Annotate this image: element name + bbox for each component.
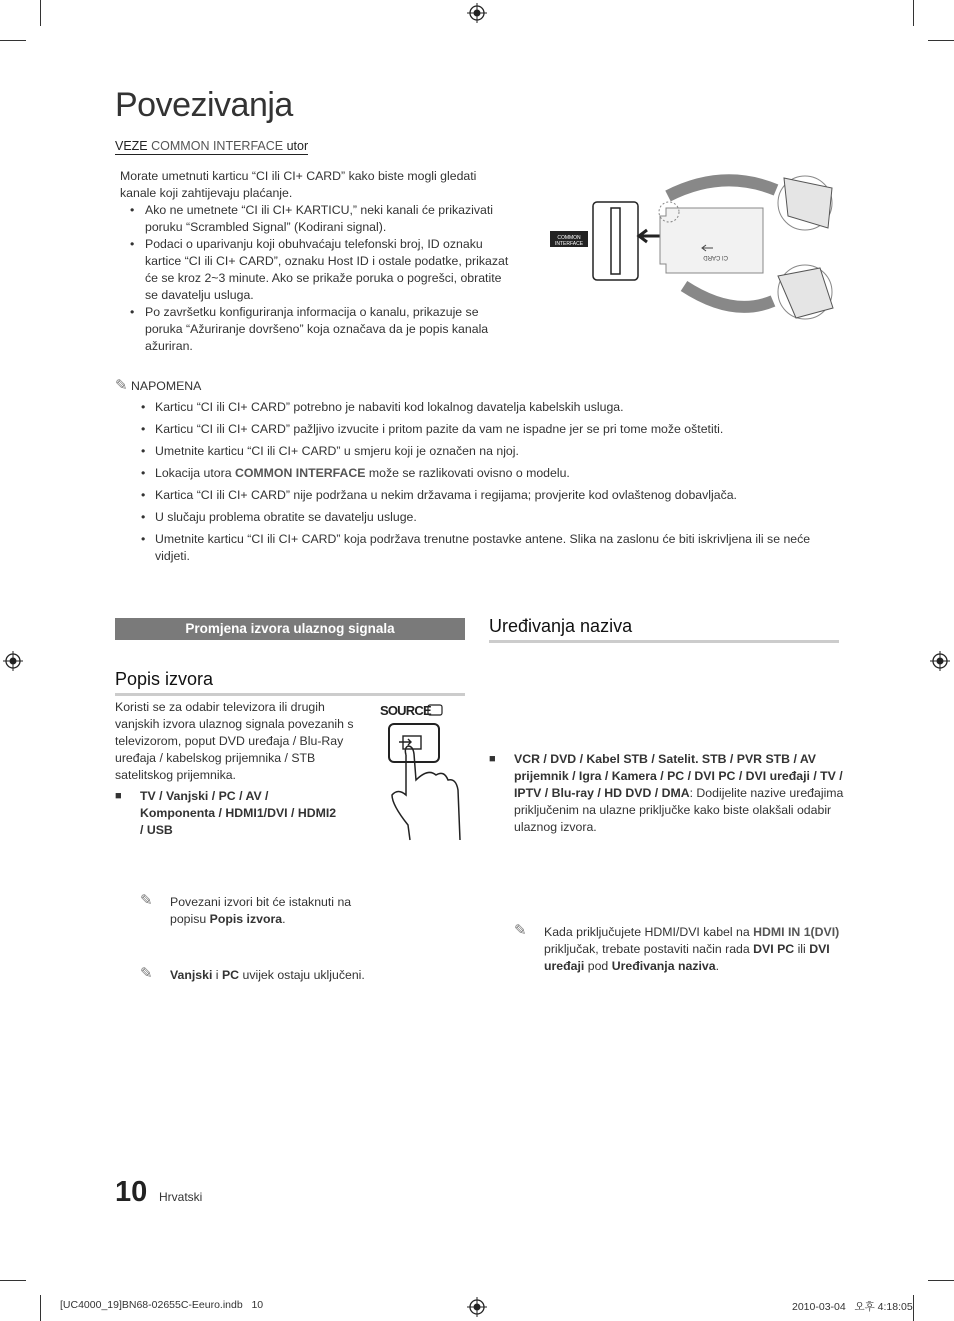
note-label: NAPOMENA <box>131 379 202 393</box>
note-keyword: Vanjski <box>170 968 213 982</box>
note-keyword: DVI uređaji <box>544 942 830 973</box>
crop-mark <box>913 0 914 26</box>
port-label-line2: INTERFACE <box>554 241 584 247</box>
note-header <box>115 377 201 395</box>
note-text: . <box>282 912 286 926</box>
item-description: : Dodijelite nazive uređajima priključenim na ulazne priključke kako biste olakšali odabir ulaznog izvora. <box>514 786 844 834</box>
port-label-line1: COMMON <box>557 235 581 241</box>
crop-mark <box>0 1280 26 1281</box>
note-text: Povezani izvori bit će istaknuti na popisu <box>170 895 352 926</box>
note-keyword: Uređivanja naziva <box>611 959 716 973</box>
heading-common-interface: COMMON INTERFACE <box>151 139 284 153</box>
note-item: • Umetnite karticu “CI ili CI+ CARD” koja podržava trenutne postavke antene. Slika na zaslonu će biti iskrivljena ili se neće vidjeti. <box>115 531 835 565</box>
page-number: 10 <box>115 1176 148 1208</box>
heading-utor: utor <box>286 139 309 153</box>
ci-card <box>660 208 763 273</box>
crop-mark <box>40 1295 41 1321</box>
popis-note-1 <box>140 894 390 928</box>
note-text: Lokacija utora <box>155 466 235 480</box>
registration-mark-icon <box>467 3 487 23</box>
uredivanja-heading: Uređivanja naziva <box>489 616 839 643</box>
intro-text: Morate umetnuti karticu “CI ili CI+ CARD” kako biste mogli gledati kanale koji zahtijevaju plaćanje. <box>120 169 477 200</box>
registration-mark-icon <box>930 651 950 671</box>
crop-mark <box>928 40 954 41</box>
pencil-icon: ✎ <box>140 965 153 982</box>
crop-mark <box>928 1280 954 1281</box>
note-item: • Umetnite karticu “CI ili CI+ CARD” u smjeru koji je označen na njoj. <box>115 443 835 460</box>
note-item <box>115 465 835 482</box>
footer-timestamp: 2010-03-04 오후 4:18:05 <box>792 1301 913 1313</box>
section-heading <box>115 139 308 155</box>
pencil-icon: ✎ <box>514 922 527 939</box>
intro-block <box>120 168 510 355</box>
note-text: i <box>212 968 222 982</box>
note-item: • Karticu “CI ili CI+ CARD” potrebno je nabaviti kod lokalnog davatelja kabelskih usluga. <box>115 399 835 416</box>
note-keyword: DVI PC <box>753 942 795 956</box>
registration-mark-icon <box>467 1297 487 1317</box>
bullet-item: • Ako ne umetnete “CI ili CI+ KARTICU,” neki kanali će prikazivati poruku “Scrambled Signal” (Kodirani signal). <box>120 202 510 236</box>
curved-arrow-up <box>668 180 776 196</box>
bullet-item: • Po završetku konfiguriranja informacija o kanalu, prikazuje se poruka “Ažuriranje dovršeno” koja označava da je popis kanala ažuriran. <box>120 304 510 355</box>
notes-list <box>115 399 835 570</box>
heading-veze: VEZE <box>115 139 148 153</box>
insert-arrow <box>639 230 660 242</box>
ci-card-illustration <box>548 168 838 328</box>
ci-card-label: CI CARD <box>703 254 728 260</box>
pencil-icon: ✎ <box>115 377 128 394</box>
source-button-illustration <box>378 700 468 845</box>
uredivanja-item <box>489 751 866 836</box>
page-title: Povezivanja <box>115 86 293 124</box>
crop-mark <box>913 1295 914 1321</box>
uredivanja-note <box>514 924 864 975</box>
crop-mark <box>0 40 26 41</box>
registration-mark-icon <box>3 651 23 671</box>
bullet-item: • Podaci o uparivanju koji obuhvaćaju telefonski broj, ID oznaku kartice “CI ili CI+ CARD”, oznaku Host ID i ostale podatke, prikazat će se kroz 2~3 minute. Ako se prikaže poruka o pogrešci, obratite se davatelju usluga. <box>120 236 510 304</box>
footer-file-info: [UC4000_19]BN68-02655C-Eeuro.indb 10 <box>60 1299 264 1311</box>
note-text: priključak, trebate postaviti način rada <box>544 942 754 956</box>
popis-body: Koristi se za odabir televizora ili drugih vanjskih izvora ulaznog signala povezanih s televizorom, poput DVD uređaja / Blu-Ray uređaja / kabelskog prijemnika / STB satelitskog prijemnika. <box>115 700 354 782</box>
note-item: • U slučaju problema obratite se davatelju usluge. <box>115 509 835 526</box>
note-keyword: PC <box>221 968 240 982</box>
note-keyword: HDMI IN 1(DVI) <box>753 925 840 939</box>
note-item: • Karticu “CI ili CI+ CARD” pažljivo izvucite i pritom pazite da vam ne ispadne jer se pri tome može oštetiti. <box>115 421 835 438</box>
popis-note-2 <box>140 967 430 984</box>
section-banner: Promjena izvora ulaznog signala <box>115 618 465 640</box>
note-keyword: COMMON INTERFACE <box>234 466 366 480</box>
note-keyword: Popis izvora <box>209 912 283 926</box>
note-text: ili <box>794 942 810 956</box>
note-text: uvijek ostaju uključeni. <box>239 968 365 982</box>
popis-heading: Popis izvora <box>115 669 465 696</box>
popis-item: ■ TV / Vanjski / PC / AV / Komponenta / HDMI1/DVI / HDMI2 / USB <box>115 788 340 839</box>
device-list: VCR / DVD / Kabel STB / Satelit. STB / PVR STB / AV prijemnik / Igra / Kamera / PC / DVI PC / DVI uređaji / TV / IPTV / Blu-ray / HD DVD / DMA <box>514 752 843 800</box>
pencil-icon: ✎ <box>140 892 153 909</box>
tv-slot <box>611 208 620 274</box>
note-text: pod <box>584 959 612 973</box>
source-label: SOURCE <box>380 703 431 718</box>
crop-mark <box>40 0 41 26</box>
note-item: • Kartica “CI ili CI+ CARD” nije podržana u nekim državama i regijama; provjerite kod ovlaštenog dobavljača. <box>115 487 835 504</box>
note-text: . <box>715 959 719 973</box>
page-language: Hrvatski <box>159 1190 203 1204</box>
note-text: može se razlikovati ovisno o modelu. <box>365 466 570 480</box>
note-text: Kada priključujete HDMI/DVI kabel na <box>544 925 754 939</box>
curved-arrow-down <box>684 286 773 307</box>
